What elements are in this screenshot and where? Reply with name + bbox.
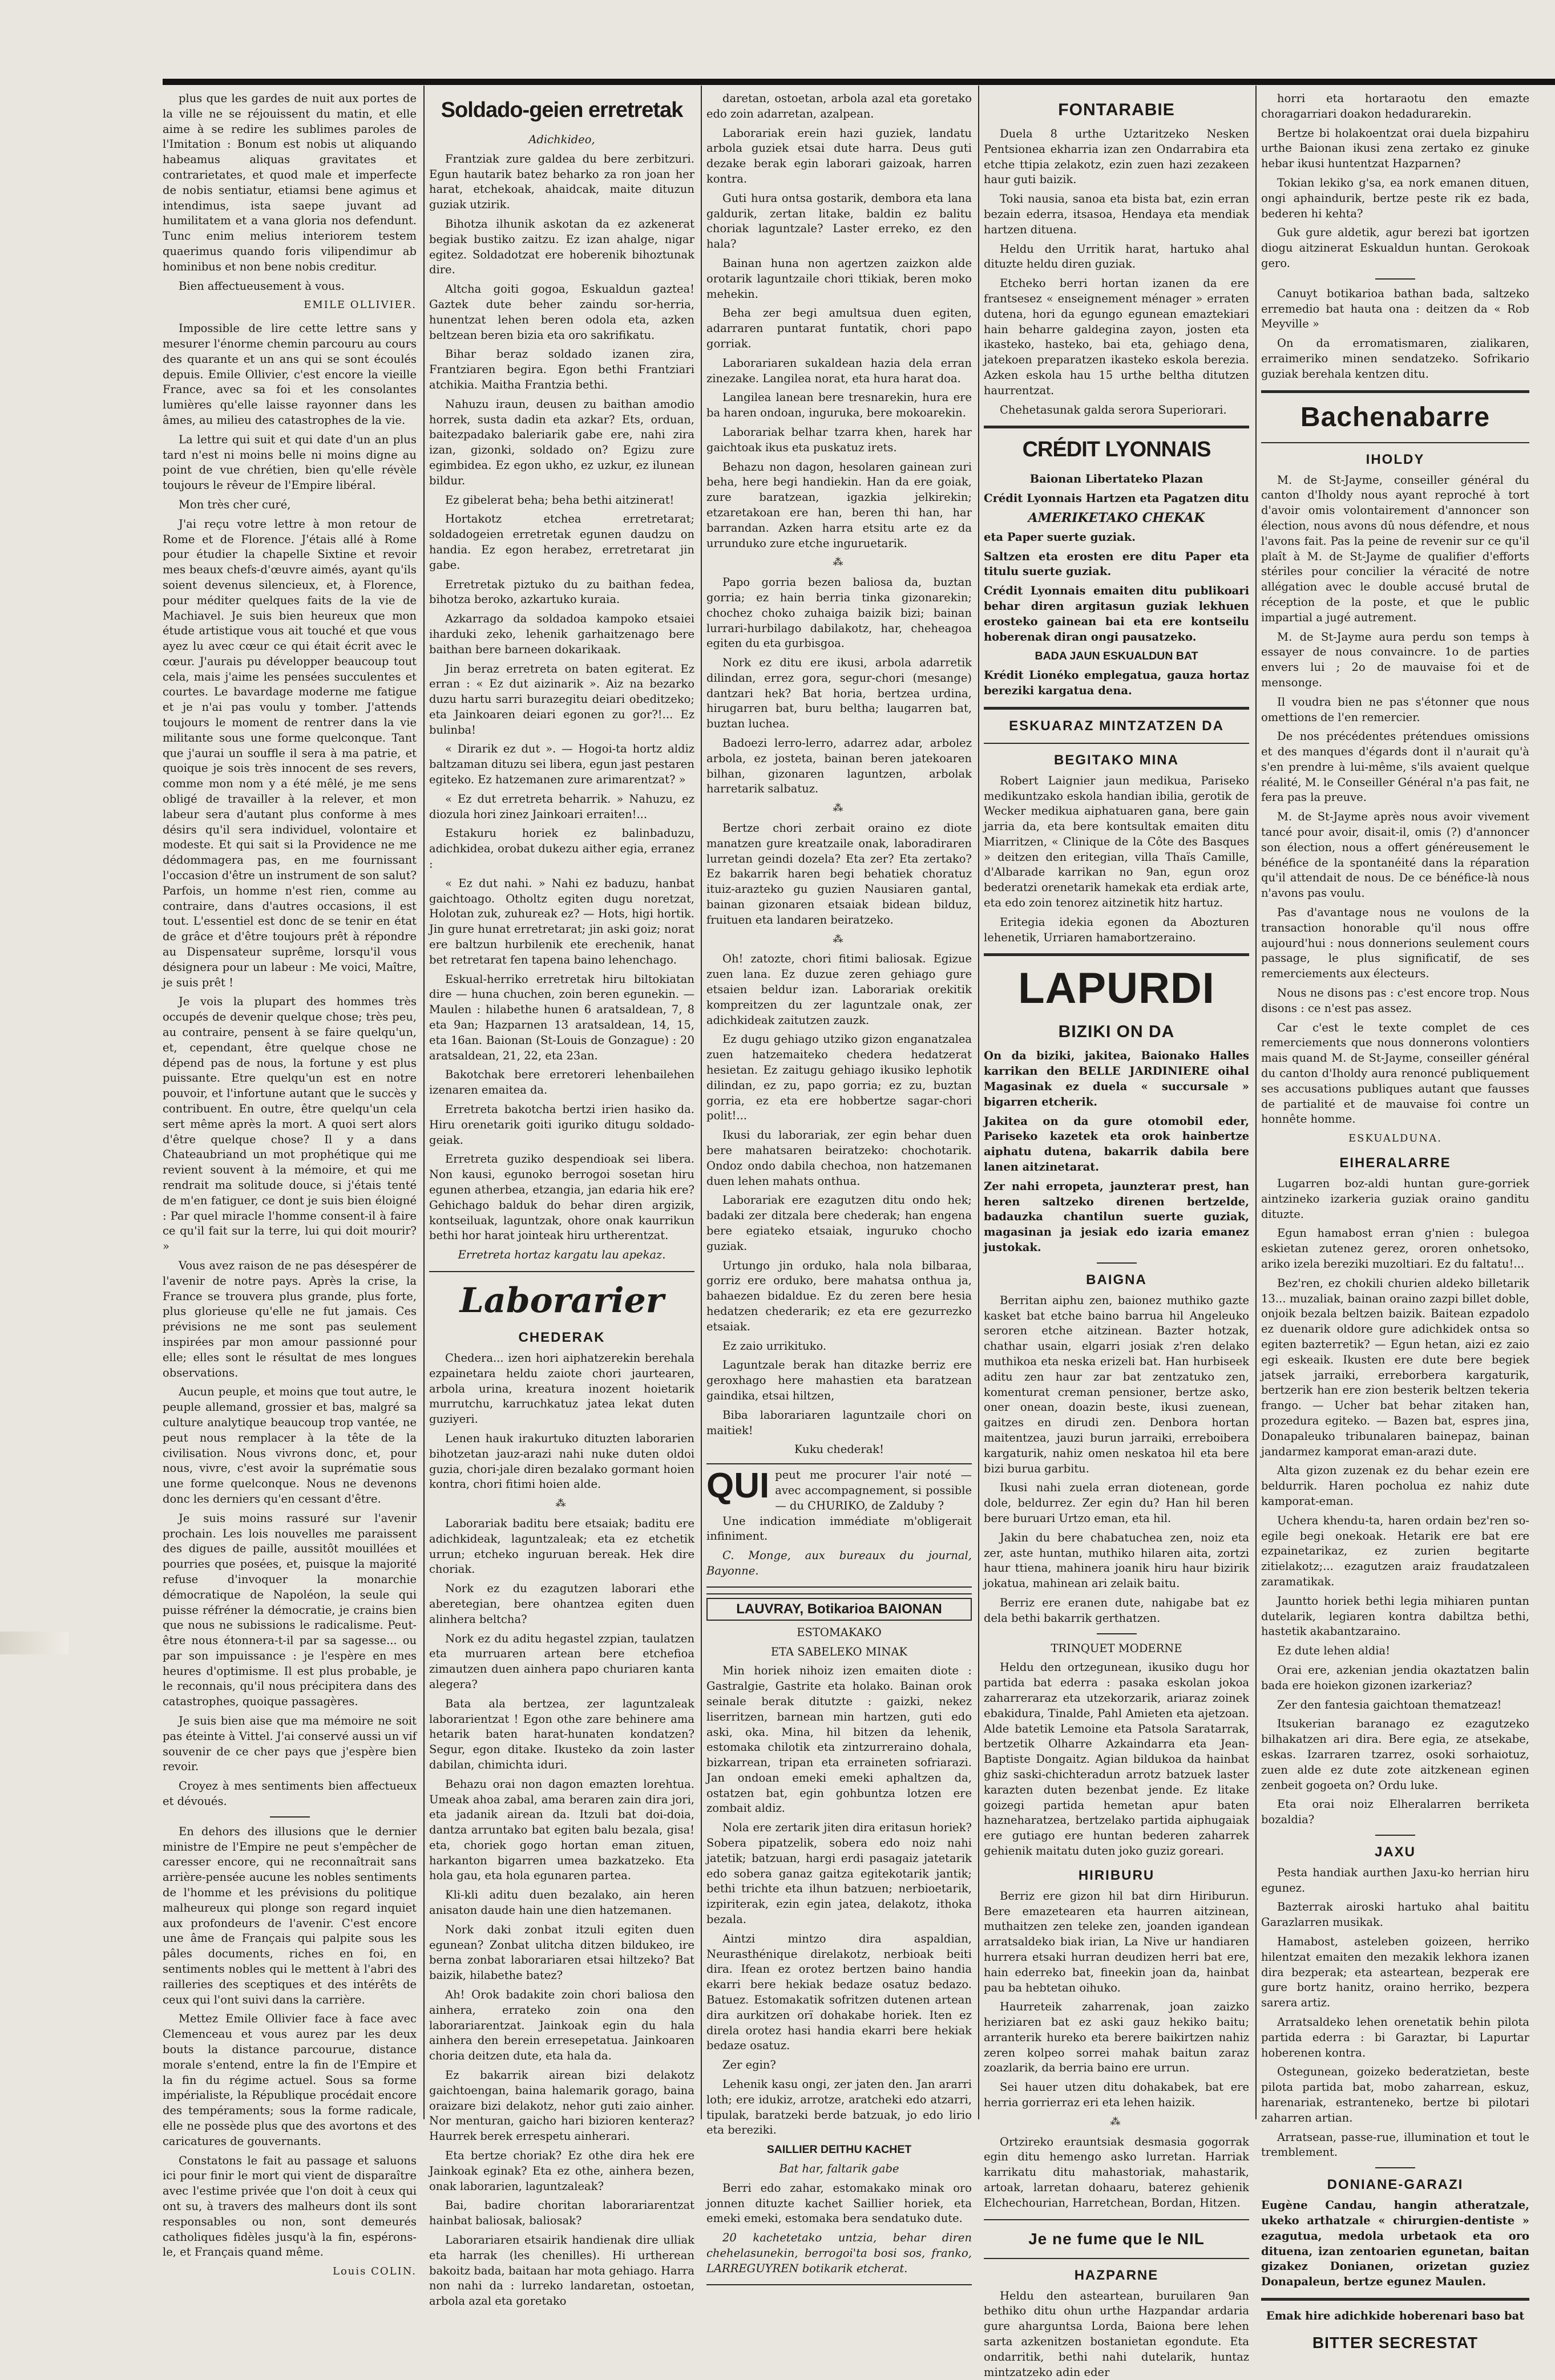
paragraph: Chehetasunak galda serora Superiorari. [1000,403,1227,416]
credit-line5: Crédit Lyonnais emaiten ditu publikoari behar diren argitasun guziak lekhuen erosteko gainean bai eta ere kontseilu hoberenak diran ongi pausatzeko. [984,584,1249,643]
ad-paragraph: Lehenik kasu ongi, zer jaten den. Jan ararri loth; ere idukiz, arrotze, aratcheki edo atzarri, tipulak, baratzeki berde batzuak, jo edo lirio eta bereziki. [706,2078,972,2137]
short-rule [1375,1835,1415,1836]
ad-title-begitako-mina: BEGITAKO MINA [1054,752,1179,768]
paragraph: Nork ez du aditu hegastel zzpian, taulatzen eta murruaren artean bere etchefioa zimautzen duen ainhera papo churiaren kanta alegera? [429,1632,694,1691]
paragraph: Frantziak zure galdea du bere zerbitzuri. Egun hautarik batez beharko za ron joan her harat, etchekoak, ahaidcak, maite dituzun guziak utzirik. [429,152,694,212]
column-5 [1261,91,1529,2351]
begitako-text: Robert Laignier jaun medikua, Pariseko medikuntzako eskola handian ibilia, gerotik de Wecker medikua aiphatuaren gana, bere gain jarria da, eta bere kontsultak emaiten ditu Miarritzen, « Clinique de la Côte des Basques » deitzen den eritegian, villa Thaïs Camille, d'Albarade karrikan no 9an, egun oroz bederatzi orenetarik hamekak eta erdiak arte, eta edo zoin tenorez aitzinetik hitz hartuz. [984,774,1249,910]
ad-lauvray [706,1593,972,2285]
column-separator [423,86,425,2119]
paragraph: Bertze bi holakoentzat orai duela bizpahiru urthe Baionan ikusi zena zertako ez ginuke hebar ikusi huntentzat Hazparnen? [1261,126,1529,171]
article-title-soldado: Soldado-geien erretretak [441,98,683,122]
paragraph: Laborariak erein hazi guziek, landatu arbola guziek etsai dute harra. Deus guti dezake berak egin laborari gaizoak, harren kontra. [706,126,972,185]
ortz-text: Ortzireko erauntsiak desmasia gogorrak egin ditu hemengo asko lurretan. Harriak karrikatu ditu mahastoriak, mahastarik, artoak, larretan dohaaru, baterez gehienik Elchechourian, Harretchean, Bordan, Hitzen. [984,2135,1249,2209]
paragraph: Pesta handiak aurthen Jaxu-ko herrian hiru egunez. [1261,1865,1529,1895]
section-rule [984,743,1249,744]
paragraph: Laborariak belhar tzarra khen, harek har gaichtoak ikus eta puskatuz irets. [706,425,972,454]
short-rule [1097,1633,1137,1634]
section-rule [1261,390,1529,393]
ad-churiko-text: peut me procurer l'air noté — avec accompagnement, si possible — du CHURIKO, de Zalduby ? [775,1468,972,1512]
paragraph: Bakotchak bere erretoreri lehenbailehen izenaren emaitea da. [429,1068,694,1097]
short-rule [1375,2167,1415,2168]
paragraph: Ikusi du laborariak, zer egin behar duen bere mahatsaren beiratzeko: chochotarik. Ondoz ondo dabila chechoa, non hatzemanen duen lehen mahats onthua. [706,1128,972,1188]
paragraph: Je suis moins rassuré sur l'avenir prochain. Les lois nouvelles me paraissent des digues de paille, aussitôt mouillées et pourries que posées, et, puisque la majorité refuse d'invoquer la monarchie démocratique de Napoléon, la seule qui puisse réfréner la démocratie, je crains bien que nous ne subissions le radicalisme. Peut-être nous étonnera-t-il par sa sagesse... ou par son impuissance : je l'espère en mes heures d'optimisme. Il est plus probable, je le reconnais, qu'il nous précipitera dans des catastrophes, quoique passagères. [163,1511,417,1709]
paragraph: Lenen hauk irakurtuko dituzten laborarien bihotzetan jauz-arazi nahi nuke duten oldoi guzia, chori-jale diren bezalako gormant hoien kontra, chori fitimi hoien alde. [429,1431,694,1491]
asterism: ⁂ [555,1497,568,1510]
paragraph: Bihar beraz soldado izanen zira, Frantziaren begira. Egon bethi Frantziari atchikia. Maitha Frantzia bethi. [429,347,694,391]
ad-paragraph: Min horiek nihoiz izen emaiten diote : Gastralgie, Gastrite eta holako. Bainan orok seinale berak ditutzte : gaizki, nekez liserritzen, barnean min hartzen, guti edo aski, oka. Mina, hil bitzen da lehenik, estomaka chilotik eta zintzurreraino dohala, bizkarrean, tripan eta erraineten sofriarazi. Jan ondoan emeki emeki aphaltzen da, ostatzen bat, egin gohbuntza lotzen ere zombait aldiz. [706,1664,972,1815]
paragraph: Nork daki zonbat itzuli egiten duen egunean? Zonbat ulitcha ditzen bildukeo, ire berna zonbat laborariaren etsai hiltzeko? Bat baizik, hilabethe batez? [429,1922,694,1982]
paragraph: Zer den fantesia gaichtoan thematzeaz! [1277,1698,1502,1711]
asterism: ⁂ [833,556,846,569]
paragraph: Azkarrago da soldadoa kampoko etsaiei iharduki zeko, lehenik garhaitzenago bere baithan bere barneen dokarikaak. [429,612,694,656]
credit-sub: Baionan Libertateko Plazan [1029,472,1203,486]
ad-churiko-contact: C. Monge, aux bureaux du journal, Bayonne. [706,1549,972,1577]
asterism: ⁂ [1110,2115,1123,2128]
section-title-trinquet: TRINQUET MODERNE [1051,1641,1182,1655]
paragraph: Nahuzu iraun, deusen zu baithan amodio horrek, susta dadin eta azkar? Ets, orduan, baitezpadako baleriarik gabe ere, nahi zira izan, gizonki, soldado on? Egizu zure egimbidea. Ez egon ukho, ez uzkur, ez ilunean bildur. [429,397,694,487]
paragraph: Tokian lekiko g'sa, ea nork emanen dituen, ongi aphaindurik, bertze peste rik ez bada, bederen hi kehta? [1261,176,1529,220]
paragraph: Ez bakarrik airean bizi delakotz gaichtoengan, baina halemarik gorago, baina oraizare bizi delakotz, nehor guti zaio ainher. Nor menturan, gaicho hari bizioren kenteraz? Haurrek berek errespetu ainherari. [429,2069,694,2143]
asterism: ⁂ [833,933,846,945]
paragraph: Erretreta bakotcha bertzi irien hasiko da. Hiru orenetarik goiti iguriko ditugu soldado-geiak. [429,1103,694,1147]
section-title-doniane: DONIANE-GARAZI [1327,2177,1464,2193]
paragraph: J'ai reçu votre lettre à mon retour de Rome et de Florence. J'étais allé à Rome pour étudier la chapelle Sixtine et revoir mes beaux chefs-d'œuvre aimés, ayant qu'ils soient devenus silencieux, et, à Florence, pour méditer quelques faits de la vie de Machiavel. Je suis bien heureux que mon étude artistique vous ait touché et que vous ayez lu avec cœur ce qui était écrit avec le cœur. J'aurais pu développer beaucoup tout cela, mais j'aime les pensées succulentes et courtes. Le bavardage moderne me fatigue et je n'ai pas voulu y tomber. J'attends toujours le moment de rentrer dans la vie militante sous une forme quelconque. Tant que j'aurai un souffle il sera à ma patrie, et quoique je sois très innocent de ses revers, comme mon nom y a été mêlé, je me sens obligé de travailler à la relever, et mon labeur sera d'autant plus conforme à mes désirs qu'il sera individuel, volontaire et modeste. Et qui sait si la Providence ne me dédommagera pas, en me fournissant l'occasion d'être un instrument de son salut? Parfois, un homme n'est rien, comme au contraire, dans d'autres occasions, il est tout. L'essentiel est donc de se tenir en état de grâce et d'être toujours prêt à répondre au Dispensateur suprême, lorsqu'il vous désignera pour un labeur : Me voici, Maître, je suis prêt ! [163,517,417,989]
paragraph: M. de St-Jayme après nous avoir vivement tancé pour avoir, disait-il, omis (?) d'annoncer son élection, nous a offert généreusement le bénéfice de la spontanéité dans la réparation qu'il attendait de nous. De ce bénéfice-là nous n'avons pas voulu. [1261,810,1529,900]
paragraph: Je vois la plupart des hommes très occupés de devenir quelque chose; très peu, au contraire, pensent à se faire quelqu'un, et, cependant, être quelque chose ne dépend pas de nous, la fortune y est plus puissante. Etre quelqu'un est en notre pouvoir, et l'infortune autant que le succès y contribuent. En outre, être quelqu'un cela sert même après la mort. A quoi sert alors d'être quelque chose? Il y a dans Chateaubriand un mot prophétique qui me revient souvent à la mémoire, et qui me rendrait ma solitude douce, si j'étais tenté de m'en fatiguer, ce dont je suis bien éloigné : Par quel miracle l'homme consent-il à faire ce qu'il fait sur la terre, lui qui doit mourir? » [163,995,417,1253]
column-separator [701,86,702,2119]
article-title-chederak: CHEDERAK [518,1329,605,1345]
paragraph: Bata ala bertzea, zer laguntzaleak laborarientzat ! Egon othe zare behinere ama hetarik baten harat-hunaten kondatzen? Segur, egon ditake. Ikusteko da zoin laster dabilan, chimichta iduri. [429,1697,694,1771]
section-title-eiheralarre: EIHERALARRE [1339,1155,1451,1171]
paragraph: Erretretak piztuko du zu baithan fedea, bihotza beroko, azkartuko kuraia. [429,577,694,606]
hazparne-text: Heldu den asteartean, buruilaren 9an bethiko ditu ohun urthe Hazpandar ardaria gure aharguntsa Lorda, Baiona bere lehen sarta azkenitzen bostanietan egondute. Eta ondarritik, bethi nahi dutelarik, huntaz mintzatzeko adin eder [984,2289,1249,2379]
ad-lauvray-footer: 20 kachetetako untzia, behar diren chehelasunekin, berrogoi'ta bosi sos, franko, LARREGUYREN botikarik etcherat. [706,2231,972,2275]
column-separator [1255,86,1257,2119]
paragraph: M. de St-Jayme aura perdu son temps à essayer de nous convaincre. 1o de parties envers lui ; 2o de mauvaise foi et de mensonge. [1261,630,1529,689]
paragraph: Altcha goiti gogoa, Eskualdun gaztea! Gaztek dute beher zaindu sor-herria, hunentzat lehen beren odola eta, azken beltzean beren bizia eta oro sakrifikatu. [429,282,694,342]
lapurdi-text: On da biziki, jakitea, Baionako Halles karrikan den BELLE JARDINIERE oihal Magasinak ez duela « succursale » bigarren etcherik. [984,1049,1249,1108]
paragraph: Il voudra bien ne pas s'étonner que nous omettions de l'en remercier. [1261,695,1529,724]
ad-lauvray-sub1: ESTOMAKAKO [797,1625,882,1639]
paragraph: Mettez Emile Ollivier face à face avec Clemenceau et vous aurez par les deux bouts la distance parcourue, distance morale s'entend, entre la fin de l'Empire et la fin du régime actuel. Sous sa forme impérialiste, la République procédait encore des tempéraments; sous la forme radicale, elle ne possède plus que des avortons et des caricatures de gouvernants. [163,2012,417,2148]
paragraph: Laborariak ere ezagutzen ditu ondo hek; badaki zer ditzala bere chederak; han engena bere egiateko etsaiak, inguruko chocho guziak. [706,1193,972,1253]
canuyt-text: Canuyt botikarioa bathan bada, saltzeko erremedio bat hauta ona : deitzen da « Rob Meyville » [1261,286,1529,331]
section-title-bachenabarre: Bachenabarre [1300,402,1491,432]
paragraph: Badoezi lerro-lerro, adarrez adar, arbolez arbola, ez josteta, bainan beren jatekoaren bilhan, gizonaren laguntzen, arbolak harretarik salbatuz. [706,736,972,796]
paragraph: Laborariaren etsairik handienak dire ulliak eta harrak (les chenilles). Hi urtherean bakoitz bada, baitaan har mota gehiago. Harra non nahi da : lurreko landaretan, ostoetan, arbola azal eta goretako [429,2233,694,2308]
paragraph: Kli-kli aditu duen bezalako, ain heren anisaton daude hain une dien hatzemanen. [429,1888,694,1917]
paragraph: Bertze chori zerbait oraino ez diote manatzen gure kreatzaile onak, laboradiraren lurretan geindi dozela? Eta zer? Eta zertako? Ez bakarrik haren begi behatiek choratuz ituiz-arazteko gu guzien Nausiaren gantal, bainan gizonaren etsaiak bidean bilduz, fruituen eta landaren beiratzeko. [706,821,972,926]
hiriburu-text: Berriz ere gizon hil bat dirn Hiriburun. Bere emazetearen eta haurren aitzinean, muthaitzen zen teleke zen, joanden igandean arratsaldeko biak irian, La Nive ur handiaren hurrera etsaki hurran deudizen herri bat ere, hain ederreko bat, fineekin joan da, hainbat pau ba hebtetan oihuko. [984,1889,1249,1994]
trinquet-text: Heldu den ortzegunean, ikusiko dugu hor partida bat ederra : pasaka eskolan jokoa zaharreraraz eta utzekorzarik, ariaraz zoinek ebakidura, Tinalde, Pahl Amieten eta ajetzoan. Alde batetik Lemoine eta Patsola Saratarrak, bertzetik Olharre Azkaindarra eta Jean-Baptiste Dongaitz. Agian bildukoa da hainbat ghiz saski-chichteradun arrotz batzuek laster karazten duten bezenbat jende. Ez litake goizegi partida hemetan apur baten hazneharatzea, bertzelako partida aiphugaiak ere gutiago ere huntan bederen zaharrek gehienik maitatu duten joko guziz goreari. [984,1661,1249,1857]
column-1 [163,91,417,2278]
paragraph: Papo gorria bezen baliosa da, buztan gorria; ez hain berria tinka gizonarekin; chochez choko zuhaiga baizik bizi; bainan lurrari-hurbilago dabilakotz, har, cheheagoa egiten du eta gurbisgoa. [706,576,972,650]
short-rule [1375,278,1415,280]
credit-line1: Crédit Lyonnais Hartzen eta Pagatzen ditu [984,492,1249,505]
paragraph: Ah! Orok badakite zoin chori baliosa den ainhera, errateko zoin ona den laborariarentzat. Jainkoak egin du hala ainhera den berein erresepetatua. Jainkoaren choria deitzen dute, eta hala da. [429,1988,694,2063]
paragraph: Toki nausia, sanoa eta bista bat, ezin erran bezain ederra, itsasoa, Hendaya eta mendiak hartzen dituena. [984,192,1249,236]
credit-line6: BADA JAUN ESKUALDUN BAT [1035,650,1198,663]
credit-line7: Krédit Lionéko emplegatua, gauza hortaz bereziki kargatua dena. [984,669,1249,697]
ad-paragraph: Nola ere zertarik jiten dira eritasun horiek? Sobera pipatzelik, sobera edo noiz nahi jatetik; batzuan, hargi erdi pasagaiz jatetarik edo sobera ganaz gaitza egitekotarik jantik; bethi trichte eta ilhun batzuen; nerbioetarik, izpiriterak, ezin egin jatea, delakotz, ithoka bezala. [706,1821,972,1926]
section-title-laborarier: Laborarier [459,1280,664,1321]
paragraph: Guti hura ontsa gostarik, dembora eta lana galdurik, zertan litake, baldin ez balitu choriak laguntzale? Laster erreko, ez den hala? [706,191,972,251]
ad-title-credit-lyonnais: CRÉDIT LYONNAIS [1022,438,1211,462]
section-rule [984,707,1249,710]
paragraph: Eta bertze choriak? Ez othe dira hek ere Jainkoak eginak? Eta ez othe, ainhera bezen, onak laborarien, laguntzaleak? [429,2149,694,2193]
salutation: Adichkideo, [528,133,595,146]
paragraph: Jin beraz erretreta on baten egiterat. Ez erran : « Ez dut aizinarik ». Aiz na bezarko duzu hartu sarri burazegitu deiari obeditzeko; eta Jainkoaren deiari egonen zu gor?!... Ez bulinba! [429,662,694,736]
paragraph: M. de St-Jayme, conseiller général du canton d'Iholdy nous ayant reproché à tort d'avoir omis volontairement d'annoncer son élection, nous avons dû nous défendre, et nous l'avons fait. Pas la peine de revenir sur ce qu'il plaît à M. de St-Jayme de qualifier d'efforts stériles pour concilier la véracité de notre allégation avec le double accusé brutal de réception de la poste, et que le public impartial a jugé autrement. [1261,473,1529,624]
paragraph: Nous ne disons pas : c'est encore trop. Nous disons : ce n'est pas assez. [1261,986,1529,1015]
paragraph: Je suis bien aise que ma mémoire ne soit pas éteinte à Vittel. J'ai conservé aussi un vif souvenir de ce cher pays que j'espère bien revoir. [163,1714,417,1774]
baigna-text2: Ikusi nahi zuela erran diotenean, gorde dole, beldurrez. Zer egin du? Han hil beren bere buruari Urtzo eman, eta hil. [984,1481,1249,1525]
credit-line2: AMERIKETAKO CHEKAK [1028,510,1205,525]
ad-nil: Je ne fume que le NIL [1028,2229,1205,2248]
paragraph: Nork ez du ezagutzen laborari ethe aberetegian, bere ohantzea egiten duen alinhera beltcha? [429,1582,694,1626]
ad-paragraph: Zer egin? [722,2058,776,2072]
signoff: Kuku chederak! [794,1443,884,1456]
paragraph: Pas d'avantage nous ne voulons de la transaction honorable qu'il nous offre aujourd'hui : nous donnerions seulement cours passage, le plus significatif, de ses remerciements aux électeurs. [1261,906,1529,981]
paragraph: Nork ez ditu ere ikusi, arbola adarretik dilindan, errez gora, segur-chori (mesange) dantzari hek? Bat horia, bertzea urdina, hirugarren bat, buru beltha; laugarren bat, buztan luchea. [706,656,972,731]
paragraph: Egun hamabost erran g'nien : bulegoa eskietan zutenez gerez, ororen onhetsoko, ariko izela bereziki muzoltiari. Ez du faltatu!... [1261,1227,1529,1270]
paragraph: Eskual-herriko erretretak hiru biltokiatan dire — huna chuchen, zoin beren egunekin. — Maulen : hilabethe hunen 6 aratsaldean, 7, 8 eta 9an; Hazparnen 13 aratsaldean, 14, 15, eta 16an. Baionan (St-Louis de Gonzague) : 20 aratsaldean, 21, 22, eta 23an. [429,972,694,1062]
paragraph: « Ez dut erretreta beharrik. » Nahuzu, ez diozula hori zinez Jainkoari erraiten!... [429,792,694,821]
section-title-fontarabie: FONTARABIE [1058,100,1175,119]
paragraph: Etcheko berri hortan izanen da ere frantsesez « enseignement ménager » erraten dutena, hori da egungo egunean emaztekiari hain beharre galdegina zayon, josten eta ikasteko, hasteko, bai eta, gehiago dena, jatekoen preparatzen ikasteko eskola berezia. Azken eskola hau 15 urthe beltha ditutzen haurrentzat. [984,277,1249,397]
credit-line3: eta Paper suerte guziak. [984,530,1136,544]
paragraph: Ez dugu gehiago utziko gizon enganatzalea zuen hatzemaiteko chedera hedatzerat hesietan. Ez zaitugu gehiago ikusiko lephotik dilindan, ez zu, papo gorria; ez zu, buztan gorria, ez eta ere hobbertze sagar-chori polit!... [706,1033,972,1123]
top-rule [163,79,1555,85]
paragraph: Ostegunean, goizeko bederatzietan, beste pilota partida bat, mobo zaharrean, eskuz, harenariak, estranteneko, bertze bi pilotari zaharren artian. [1261,2065,1529,2124]
paragraph: Oh! zatozte, chori fitimi baliosak. Egizue zuen lana. Ez duzue zeren gehiago gure etsaien beldur izan. Laborariak orekitik kompreitzen du zer laguntzale onak, zer adichkideak zaitutzen zauzk. [706,952,972,1027]
paragraph: Vous avez raison de ne pas désespérer de l'avenir de notre pays. Après la crise, la France se trouvera plus grande, plus forte, plus glorieuse qu'elle ne fut jamais. Ces prévisions ne me sont pas seulement inspirées par mon amour passionné pour elle; elles sont le résultat de mes longues observations. [163,1258,417,1379]
section-rule [1261,2298,1529,2301]
paragraph: daretan, ostoetan, arbola azal eta goretako edo zoin adarretan, azalpean. [706,92,972,120]
paragraph: Itsukerian baranago ez ezagutzeko bilhakatzen ari dira. Bere egia, ze atsekabe, eskas. Izarraren tzarrez, osoki sorhaiotuz, zuen alde ez dute zote aitzkenean eginen zenbeit gogoeta on? Ordu luke. [1261,1717,1529,1792]
ad-lauvray-title: LAUVRAY, Botikarioa BAIONAN [706,1598,972,1621]
column-3 [706,91,972,2275]
doniane-text: Eugène Candau, hangin atheratzale, ukeko arthatzale « chirurgien-dentiste » ezagutua, medola urbetaok eta oro dituena, izan zentoarien egunetan, baitan gizakez Donianen, orizetan guziez Donapaleun, bertze egunez Maulen. [1261,2199,1529,2289]
signature-emile-ollivier: EMILE OLLIVIER. [304,299,417,311]
paragraph: Impossible de lire cette lettre sans y mesurer l'énorme chemin parcouru au cours des quarante et un ans qui se sont écoulés depuis. Emile Ollivier, c'est encore la vieille France, avec sa foi et les consolantes lumières qu'elle laisse rayonner dans les âmes, au milieu des catastrophes de la vie. [163,322,417,427]
section-title-jaxu: JAXU [1374,1844,1416,1860]
short-rule [270,1816,310,1818]
section-rule [984,2258,1249,2259]
baigna-text3: Jakin du bere chabatuchea zen, noiz eta zer, aste huntan, muthiko hilaren aita, zortzi haur ttiena, mahinera joanik hiru haur bizirik jokatua, mahinean ari zelaik baitu. [984,1531,1249,1590]
paragraph: Ez zaio urrikituko. [722,1339,827,1353]
column-separator [978,86,979,2119]
paragraph: Bez'ren, ez chokili churien aldeko billetarik 13... muzaliak, bainan oraino zazpi billet doble, onjoik bezala beltzen baizik. Baitean ezpadolo ez duenarik oldore gure adichkidek ontsa so egiten bazterretik? — Egun hetan, aizi ez zaio egi eskeaik. Ikusten ere dute bere begiek jatsek jarraiki, erreborbera kargaturik, bertzerik han ere zion besterik beltzen tekeria frango. — Ucher bat behar zitaken han, prozedura egiteko. — Bazen bat, espres jina, Donapaleuko tribunalaren bainepaz, bainan jandarmez kamporat eman-arazi dute. [1261,1276,1529,1458]
section-title-baigna: BAIGNA [1086,1272,1147,1288]
column-2 [429,91,694,2308]
ad-lauvray-brand: SAILLIER DEITHU KACHET [766,2143,912,2156]
paragraph: Duela 8 urthe Uztaritzeko Nesken Pentsionea ekharria izan zen Ondarrabira eta etche ttipia zelakotz, ezin zuen hazi zezakeen haur guti baizik. [984,127,1249,187]
paragraph: « Dirarik ez dut ». — Hogoi-ta hortz aldiz baltzaman dituzu sei libera, egun jast pestaren egiteko. Ez hatzemanen zure arimarentzat? » [429,742,694,787]
ad-emak: Emak hire adichkide hoberenari baso bat [1266,2309,1525,2323]
paragraph: Beha zer begi amultsua duen egiten, adarraren puntarat funtatik, chori papo gorriak. [706,306,972,350]
begitako-text2: Eritegia idekia egonen da Abozturen lehenetik, Urriaren hamabortzeraino. [984,915,1249,944]
paragraph: Chedera... izen hori aiphatzerekin berehala ezpainetara heldu zaiote chori jaurtearen, arbola urina, kreatura inozent hoietarik murrutchu, karruchkatuz jatea lekat duten guziyeri. [429,1351,694,1426]
ad-lauvray-brand-sub: Bat har, faltarik gabe [779,2162,899,2176]
paragraph: Guk gure aldetik, agur berezi bat igortzen diogu aitzinerat Eskualdun huntan. Gerokoak gero. [1261,226,1529,270]
ad-paragraph: Aintzi mintzo dira aspaldian, Neurasthénique direlakotz, nerbioak beiti dira. Ifean ez orotez bertzen baino handia ekarri bere hekiak bedaze osatuz bedazo. Batuez. Estomakatik sofritzen dutenen artean dira aurkitzen orï dohakabe horiek. Iten ez direla orotez hasi handia ekarri bere hekiak bedaze osatuz. [706,1932,972,2053]
ad-lauvray-sub2: ETA SABELEKO MINAK [770,1645,908,1658]
paragraph: Erretreta guziko despendioak sei libera. Non kausi, egunoko berrogoi sosetan hiru egunen atherbea, etzangia, jan edaria hik ere? Gehichago balduk do behar diren argizik, kontseiluak, laguntzak, ohore onak kaurrikun bethi hor harat jointeak hiru urtherentzat. [429,1152,694,1242]
ad-churiko-text2: Une indication immédiate m'obligerait infiniment. [706,1514,972,1543]
paragraph: Langilea lanean bere tresnarekin, hura ere ba haren ondoan, inguruka, bere mokoarekin. [706,391,972,420]
short-rule [1097,1262,1137,1264]
paragraph: Hamabost, asteleben goizeen, herriko hilentzat emaiten den mezakik lekhora izanen dira bezperak; eta asteartean, bezperak ere gure bortz hanitz, oraino herriko, bezpera sarera artiz. [1261,1935,1529,2010]
ad-churiko [706,1463,972,1588]
paragraph: Biba laborariaren laguntzaile chori on maitiek! [706,1408,972,1437]
lapurdi-text3: Zer nahi erropeta, jaunzteraт prest, han heren saltzeko direnen bertzelde, badauzka chantilun suerte guziak, magasinan ja jesiak edo izaria emanez justokak. [984,1179,1249,1254]
paragraph: Bai, badire choritan laborariarentzat hainbat baliosak, baliosak? [429,2199,694,2228]
baigna-text: Berritan aiphu zen, baionez muthiko gazte kasket bat etche baino barrua hil Angeleuko seroren etche aitzinean. Bazter hotzak, chathar usain, elgarri josiak z'ren delako muthikoa eta neska erizeli bat. Han hurbiseek aditu zen haur zar bat zentzatuko zen, komenturat creman pensioner, bertze asko, oner onean, doazin beste, ikusi zuenean, gaitzes en dirudi zen. Denbora hortan maitentzea, jauzi burun jarraiki, erreboibera kargaturik, nahiz omen neskatoa hil eta bere bizi burua garbitu. [984,1293,1249,1475]
lapurdi-text2: Jakitea on da gure otomobil eder, Pariseko kazetek eta orok hainbertze aiphatu dutena, bakarrik dabila bere lanen aitzinetarat. [984,1114,1249,1174]
signature-louis-colin: Louis COLIN. [332,2265,417,2278]
paragraph: Hortakotz etchea erretretarat; soldadogeien erretretak egunen daudzu on handia. Ez egon herabez, erretretarat jin gabe. [429,512,694,572]
paragraph: Ez dute lehen aldia! [1277,1644,1390,1658]
paragraph: En dehors des illusions que le dernier ministre de l'Empire ne peut s'empêcher de caresser encore, qui ne reconnaîtrait sans arrière-pensée aucune les nobles sentiments de l'homme et les prévisions du politique malheureux qui plonge son regard inquiet aux profondeurs de l'avenir. C'est encore une âme de Français qui palpite sous les pâles documents, riches en foi, en sentiments nobles qui le mettent à l'abri des railleries des sceptiques et des intérêts de ceux qui l'ont suivi dans la carrière. [163,1824,417,2006]
paragraph: La lettre qui suit et qui date d'un an plus tard n'est ni moins belle ni moins digne au point de vue chrétien, bien qu'elle révèle toujours le rêveur de l'Empire libéral. [163,432,417,492]
paragraph: Ez gibelerat beha; beha bethi aitzinerat! [445,493,674,507]
section-rule [984,2219,1249,2220]
paragraph: Arratsaldeko lehen orenetatik behin pilota partida ederra : bi Garaztar, bi Lapurtar hoberenen kontra. [1261,2015,1529,2059]
paragraph: plus que les gardes de nuit aux portes de la ville ne se réjouissent du matin, et elle aime à se redire les sublimes paroles de l'Imitation : Bonum est nobis ut aliquando habeamus aliquas gravitates et contrarietates, et quod male et imperfecte de nobis sentiatur, etiamsi bene agimus et intendimus, ista saepe juvant ad humilitatem et a vana gloria nos defendunt. Tunc enim melius interiorem testem quaerimus quando foris vilipendimur ab hominibus et non bene nobis creditur. [163,92,417,273]
canuyt-text2: On da erromatismaren, zialikaren, erraimeriko minen sendatzeko. Sofrikario guziak berehala kentzen ditu. [1261,337,1529,381]
signature-eskualduna: ESKUALDUNA. [1348,1132,1442,1145]
section-rule [984,953,1249,956]
paragraph: « Ez dut nahi. » Nahi ez baduzu, hanbat gaichtoago. Otholtz egiten dugu noretzat, Holotan zuk, zuhureak ez? — Hots, higi hortik. Jin gure hunat erretretarat; jin aski goiz; norat ere baltzun hurbilenik ete erechenik, hanat bet retretarat fen tapena baino lehenchago. [429,876,694,966]
paragraph: Urtungo jin orduko, hala nola bilbaraa, gorriz ere orduko, bere mahatsa onthua ja, bahaezen bidaldue. Ez du zeren bere hesia hedatzen chederarik; ez eta ere gezurrezko etsaiak. [706,1258,972,1333]
eskuaraz-banner: ESKUARAZ MINTZATZEN DA [1009,718,1224,734]
paragraph: Uchera khendu-ta, haren ordain bez'ren so-egile begi onekoak. Hetarik ere bat ere ezpainetarikaz, ez zurien begitarte zitielakotz;... ezagutzen araiz fraudatzaleen zaramatikak. [1261,1513,1529,1588]
paragraph: Eta orai noiz Elheralarren berriketa bozaldia? [1261,1798,1529,1827]
closing-line: Erretreta hortaz kargatu lau apekaz. [458,1248,666,1262]
paragraph: Car c'est le texte complet de ces remerciements que nous donnerons volontiers mais quand M. de St-Jayme, conseiller général du canton d'Iholdy aura renoncé publiquement ses accusations publiques autant que fausses de partialité et de mauvaise foi contre un honnête homme. [1261,1021,1529,1126]
paragraph: De nos précédentes prétendues omissions et des manques d'égards dont il n'aurait qu'à s'en prendre à lui-même, s'ils avaient quelque réalité, M. le Conseiller Général n'a pas fait, ne fera pas la preuve. [1261,730,1529,804]
section-rule [1261,442,1529,443]
hiriburu-text2: Haurreteik zaharrenak, joan zaizko heriziaren bat ez aski gauz hekiko baitu; arranterik hureko eta berere baikirtzen nahiz zeren kolpeo sorrei mahak baitun zaraz zoazlarik, da berria baino ere urrun. [984,2000,1249,2075]
baigna-text4: Berriz ere eranen dute, nahigabe bat ez dela bethi bakarrik gerthatzen. [984,1596,1249,1625]
paragraph: Arratsean, passe-rue, illumination et tout le tremblement. [1261,2130,1529,2159]
paragraph: Jauntto horiek bethi legia mihiaren puntan dutelarik, legiaren kontra dabiltza bethi, hastetik akabantzaraino. [1261,1594,1529,1638]
paragraph: Behazu non dagon, hesolaren gainean zuri beha, here begi handiekin. Han da ere goiak, zure baratzean, igazkia jelkirekin; etzaretakoan ere han, beren thi han, har barrandan. Azken harra etsitu arte ez da urrunduko zure etche inguruetarik. [706,460,972,550]
paragraph: Bihotza ilhunik askotan da ez azkenerat begiak bustiko zaitzu. Ez izan ahalge, nigar egitez. Soldadotzat ere hoberenik bihoztunak dire. [429,217,694,277]
section-title-lapurdi: LAPURDI [1018,964,1215,1013]
paragraph: Constatons le fait au passage et saluons ici pour finir le mort qui vient de disparaître avec l'estime privée que l'on doit à ceux qui ont su, à travers des malheurs dont ils sont responsables ou non, sont demeurés catholiques fidèles jusqu'à la fin, espérons-le, et Français quand même. [163,2154,417,2259]
paragraph: Croyez à mes sentiments bien affectueux et dévoués. [163,1779,417,1808]
paragraph: Estakuru horiek ez balinbaduzu, adichkidea, orobat dukezu aither egia, erranez : [429,827,694,871]
paragraph: Laborariaren sukaldean hazia dela erran zinezake. Langilea norat, eta hura harat doa. [706,356,972,385]
ad-bitter-secrestat: BITTER SECRESTAT [1312,2333,1479,2351]
asterism: ⁂ [833,802,846,815]
section-title-hiriburu: HIRIBURU [1078,1867,1155,1883]
paragraph: Aucun peuple, et moins que tout autre, le peuple allemand, grossier et bas, malgré sa culture analytique beaucoup trop vantée, ne peut nous remplacer à la tête de la civilisation. Nous vivrons donc, et, pour nous, vivre, c'est avoir la suprématie sous une forme quelconque. Nous ne devenons donc les derniers qu'en cessant d'être. [163,1385,417,1505]
paper-fold-mark [0,1632,68,1654]
section-rule [429,1271,694,1272]
column-4 [984,91,1249,2379]
paragraph: Lugarren boz-aldi huntan gure-gorriek aintzineko izarkeria guziak oraino ganditu dituzte. [1261,1177,1529,1221]
paragraph: Laguntzale berak han ditazke berriz ere geroxhago here mahastien eta baratzean gaindika, etsai hiltzen, [706,1358,972,1402]
credit-line4: Saltzen eta erosten ere ditu Paper eta titulu suerte guziak. [984,549,1249,578]
ad-title-biziki: BIZIKI ON DA [1058,1022,1175,1042]
hiriburu-text3: Sei hauer utzen ditu dohakabek, bat ere herria gorrierraz eri eta lehen haizik. [984,2081,1249,2110]
paragraph: Bazterrak airoski hartuko ahal baititu Garazlarren musikak. [1261,1900,1529,1929]
paragraph: horri eta hortaraotu den emazte choragarriari doakon hedadurarekin. [1261,92,1529,120]
section-title-hazparne: HAZPARNE [1074,2267,1159,2283]
paragraph: Heldu den Urritik harat, hartuko ahal dituzte heldu diren guziak. [984,242,1249,271]
paragraph: Bien affectueusement à vous. [179,279,345,293]
dropcap-qui: QUI [706,1466,770,1506]
paragraph: Mon très cher curé, [179,497,291,511]
section-rule [984,426,1249,428]
paragraph: Behazu orai non dagon emazten lorehtua. Umeak ahoa zabal, ama beraren zain dira jori, eta jadanik airean da. Itzuli bat doi-doia, dantza arruntako bat egiten balu bezala, gisa! eta, choriek gogo hortan eman zituen, harkanton bigarren umea bazkatzeko. Eta hola gau, eta hola egunaren partea. [429,1777,694,1883]
paragraph: Orai ere, azkenian jendia okaztatzen balin bada ere hoiekon gizonen izarkeriaz? [1261,1663,1529,1692]
ad-lauvray-para2: Berri edo zahar, estomakako minak oro jonnen dituzte kachet Saillier horiek, eta emeki emeki, estomaka bera sendatuko dute. [706,2181,972,2225]
paragraph: Alta gizon zuzenak ez du behar ezein ere beldurrik. Haren pocholua ez nahiz dute kamporat-eman. [1261,1464,1529,1508]
paragraph: Bainan huna non agertzen zaizkon alde orotarik laguntzaile chori ttikiak, beren moko mehekin. [706,256,972,301]
section-title-iholdy: IHOLDY [1366,451,1425,467]
paragraph: Laborariak baditu bere etsaiak; baditu ere adichkideak, laguntzaleak; eta ez etchetik urrun; etcheko inguruan bereak. Hek dire choriak. [429,1516,694,1576]
